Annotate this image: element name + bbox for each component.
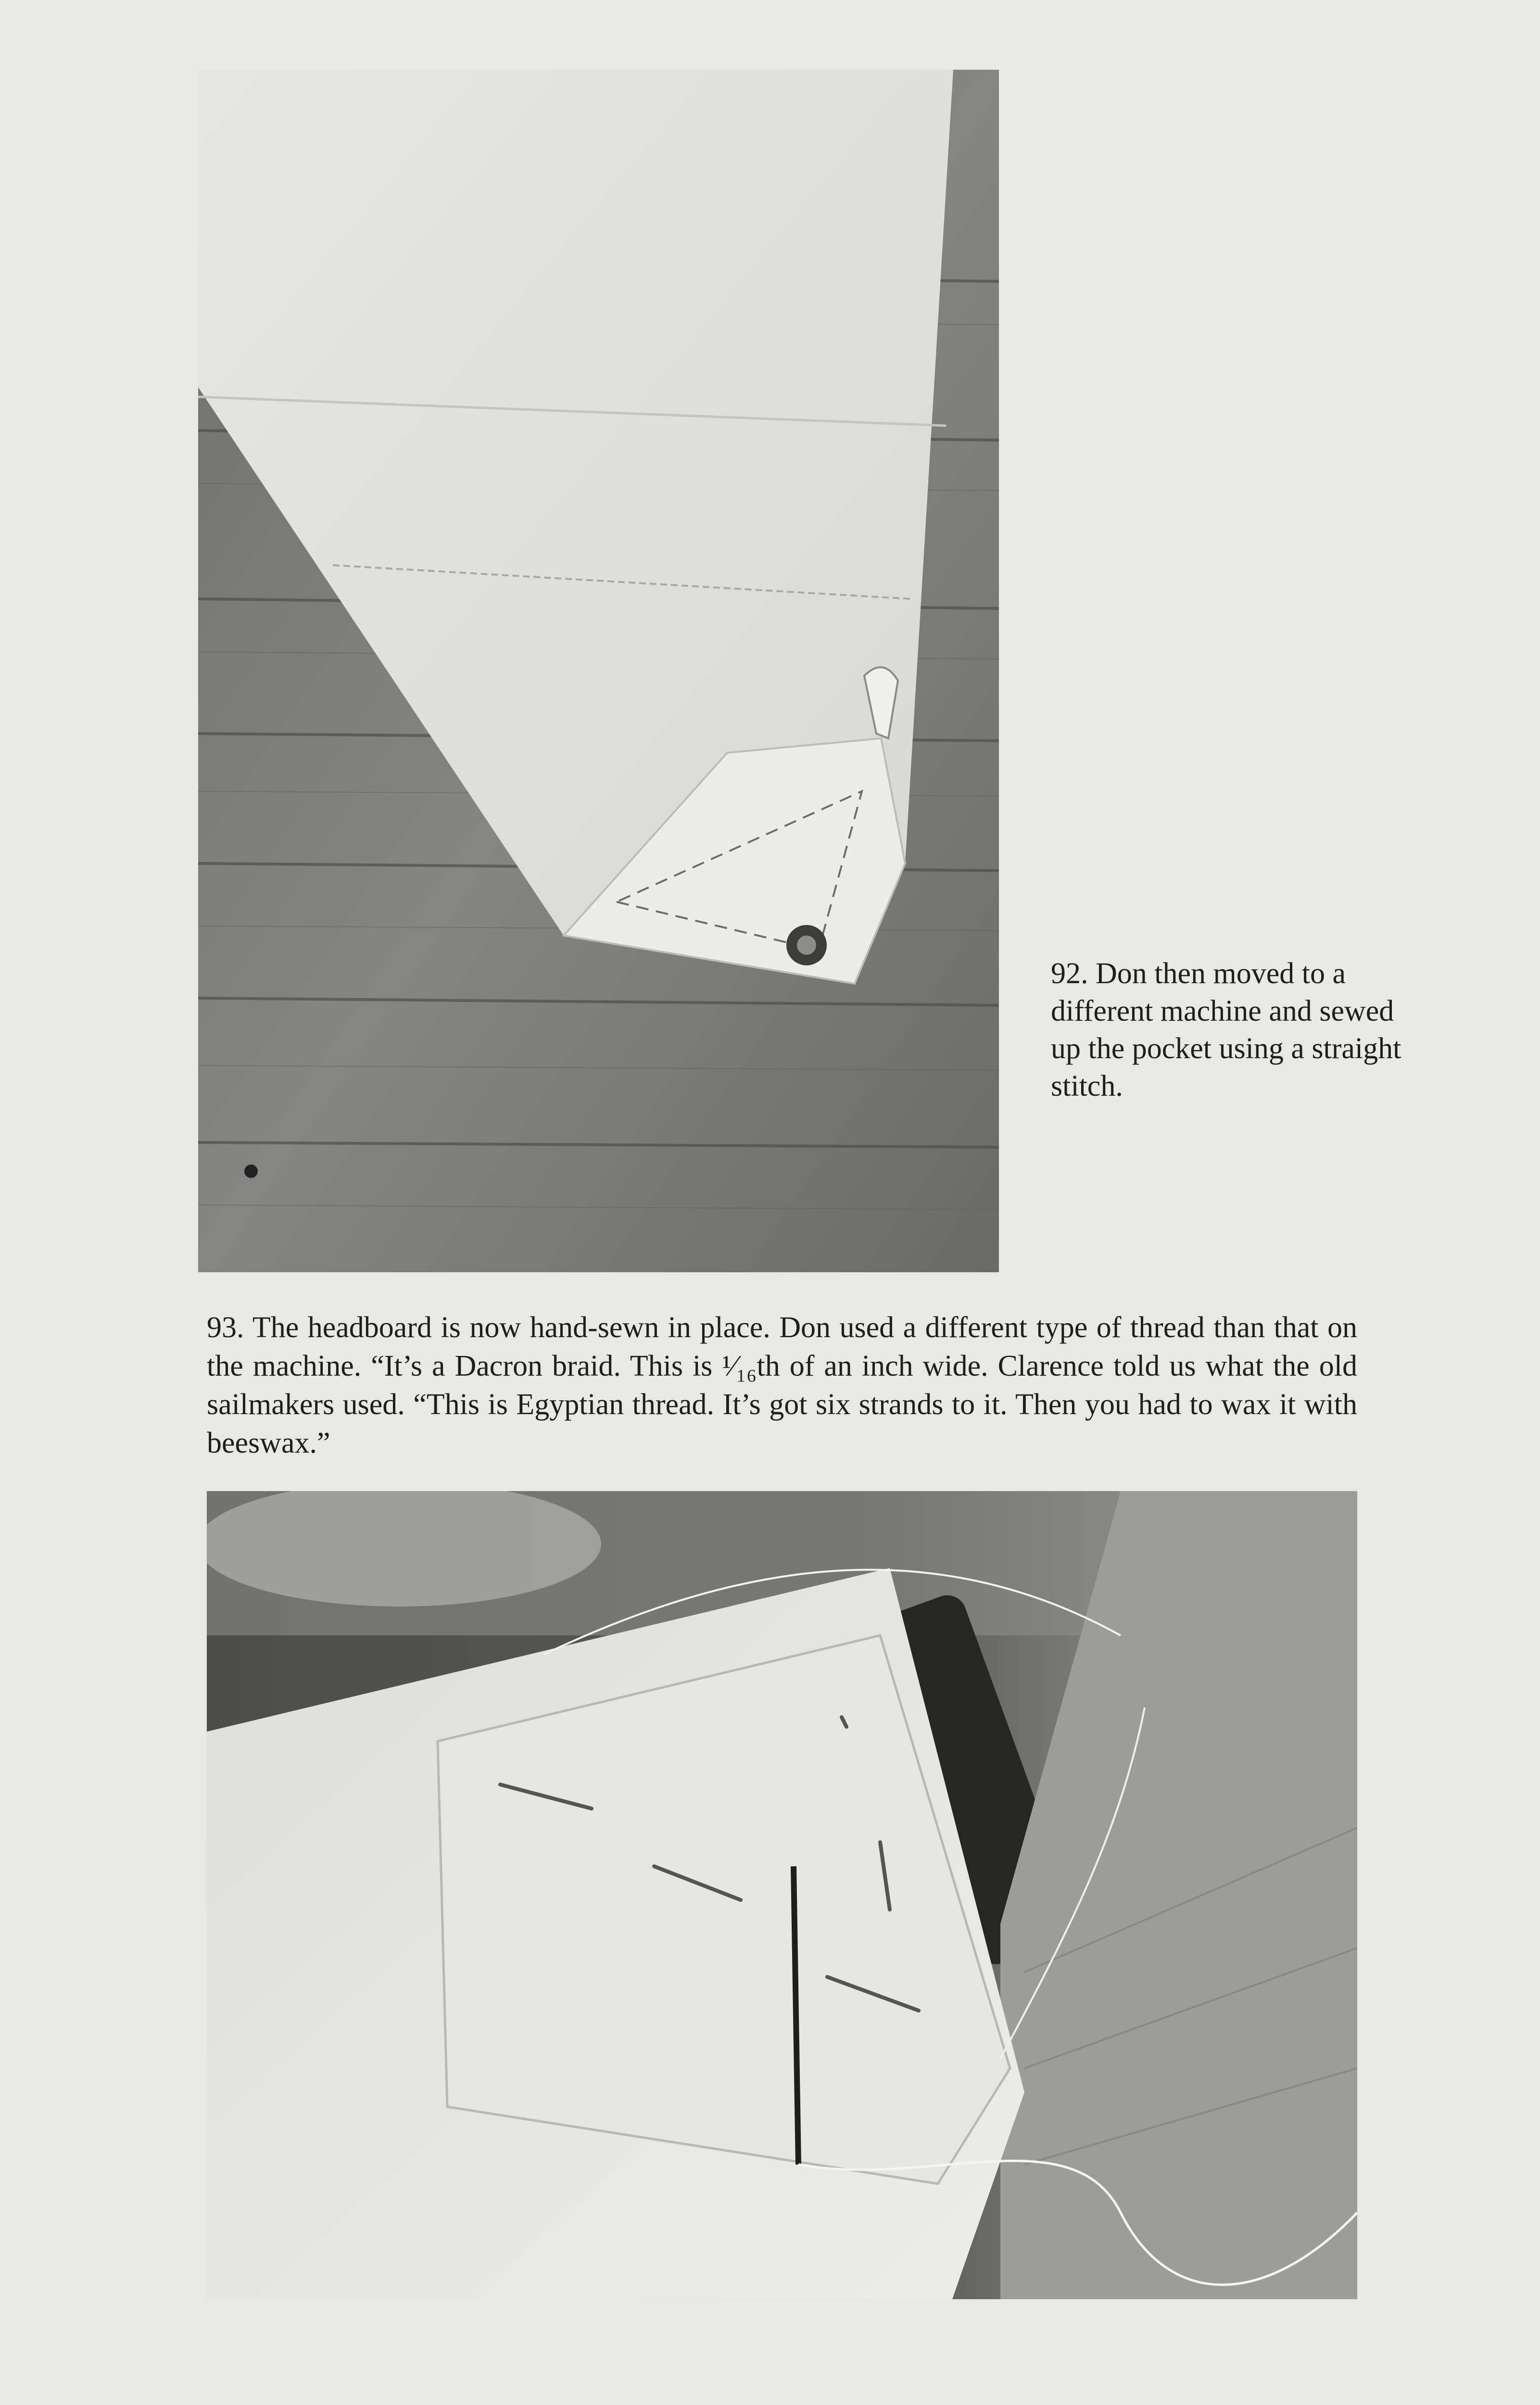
figure-92-illustration <box>198 70 999 1272</box>
figure-93-caption: 93. The headboard is now hand-sewn in place. Don used a different type of thread than that on the machine. “It’s a Dacron braid. This is ¹⁄₁₆th of an inch wide. Clarence told us what the old sailmakers used. “This is Egyptian thread. It’s got six strands to it. Then you had to wax it with beeswax.” <box>207 1311 1357 1459</box>
table-mark <box>244 1165 258 1178</box>
figure-93-illustration <box>207 1491 1357 2299</box>
figure-92-caption: 92. Don then moved to a different machine and sewed up the pocket using a straight stitch. <box>1051 957 1401 1102</box>
figure-92-photo <box>198 70 999 1272</box>
figure-93-photo <box>207 1491 1357 2299</box>
